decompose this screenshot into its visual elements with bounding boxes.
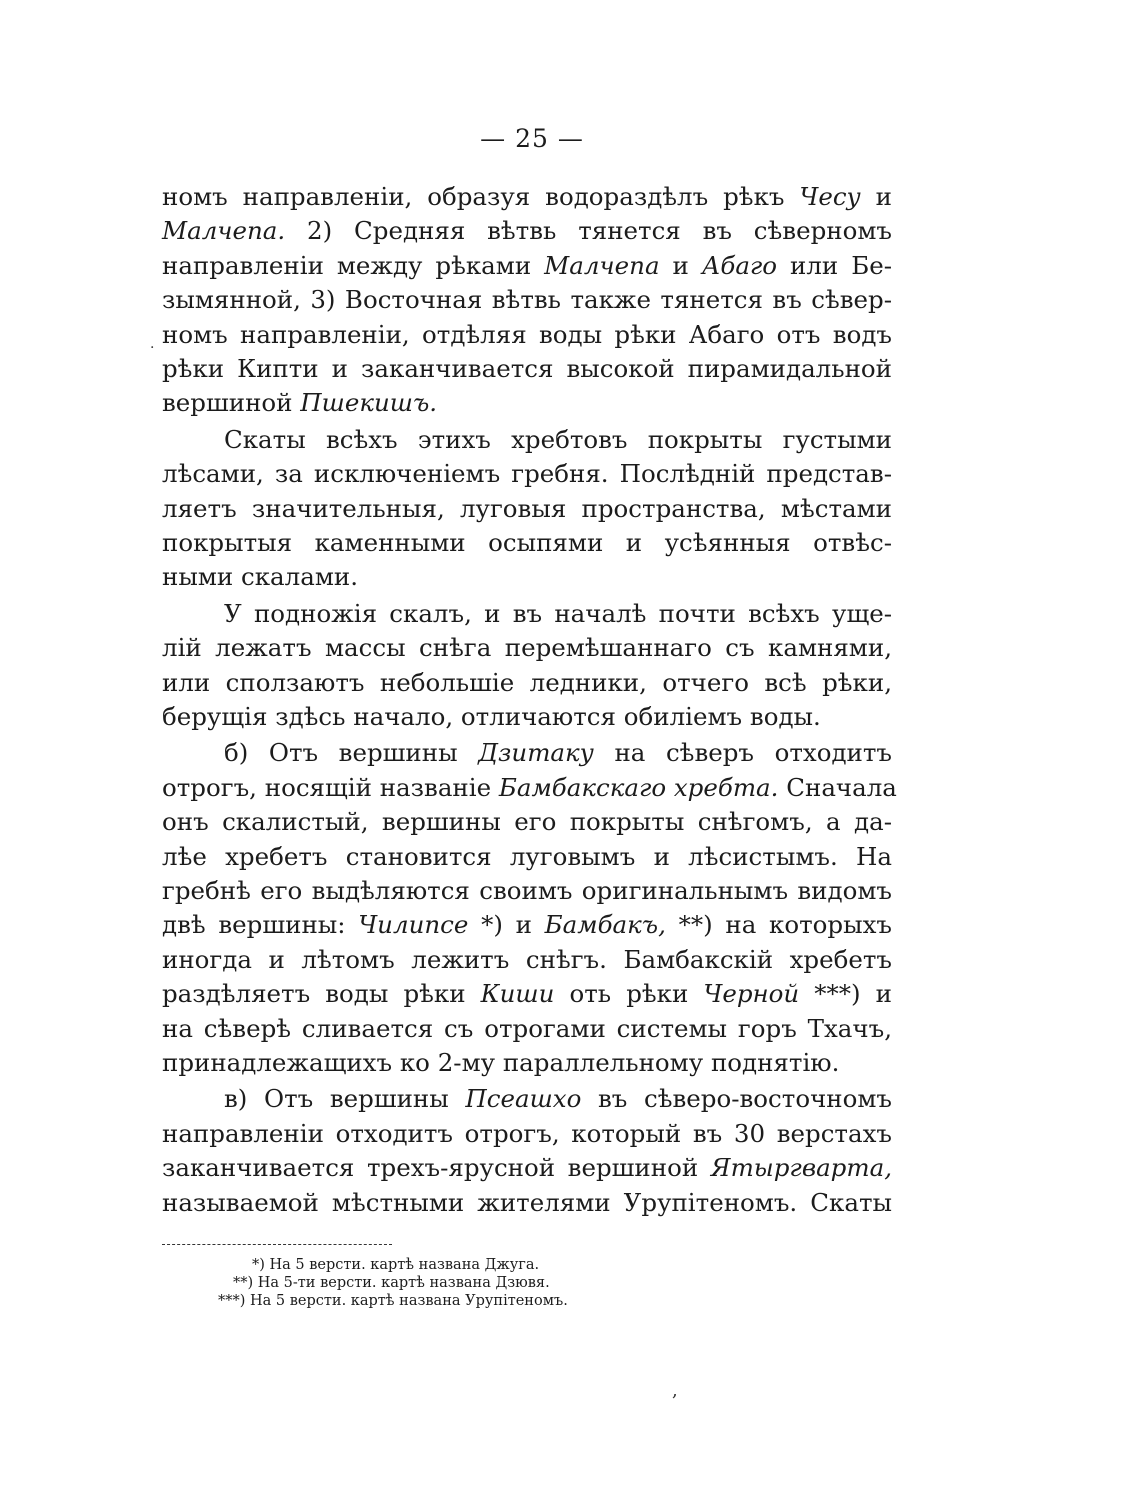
text-line	[224, 1082, 892, 1116]
text-segment: номъ направленіи, отдѣляя воды рѣки Абаго отъ водъ	[162, 320, 892, 349]
text-segment: *) и	[468, 910, 545, 939]
text-segment: в) Отъ вершины	[224, 1084, 466, 1113]
text-segment: покрытыя каменными осыпями и усѣянныя отвѣс-	[162, 528, 892, 557]
italic-name: Абаго	[701, 251, 778, 280]
ink-speck: ·	[150, 340, 155, 356]
text-segment: оть рѣки	[554, 979, 704, 1008]
text-line	[162, 1046, 892, 1080]
text-line	[162, 526, 892, 560]
text-line	[224, 423, 892, 457]
text-line	[162, 631, 892, 665]
text-segment: берущія здѣсь начало, отличаются обиліемъ воды.	[162, 702, 821, 731]
text-line	[162, 840, 892, 874]
footnote-rule	[162, 1244, 392, 1245]
italic-name: Ятыргварта,	[710, 1153, 892, 1182]
text-line	[162, 700, 892, 734]
text-segment: лій лежатъ массы снѣга перемѣшаннаго съ камнями,	[162, 633, 892, 662]
text-segment: раздѣляетъ воды рѣки	[162, 979, 481, 1008]
italic-name: Бамбакскаго хребта.	[498, 773, 779, 802]
text-segment: ***) и	[799, 979, 892, 1008]
footnote-1: *) На 5 версти. картѣ названа Джуга.	[252, 1257, 540, 1273]
text-segment: онъ скалистый, вершины его покрыты снѣгомъ, а да-	[162, 807, 892, 836]
text-line	[162, 283, 892, 317]
text-segment: заканчивается трехъ-ярусной вершиной	[162, 1153, 711, 1182]
text-segment: называемой мѣстными жителями Урупітеномъ. Скаты	[162, 1188, 892, 1217]
text-line	[224, 597, 892, 631]
ink-mark: ,	[672, 1380, 678, 1401]
italic-name: Дзитаку	[478, 738, 594, 767]
text-segment: принадлежащихъ ко 2-му параллельному поднятію.	[162, 1048, 840, 1077]
text-line	[162, 249, 892, 283]
italic-name: Черной	[703, 979, 800, 1008]
text-segment: б) Отъ вершины	[224, 738, 479, 767]
text-line	[162, 874, 892, 908]
text-segment: **) на которыхъ	[665, 910, 892, 939]
text-segment: лѣе хребетъ становится луговымъ и лѣсистымъ. На	[162, 842, 892, 871]
italic-name: Псеашхо	[465, 1084, 582, 1113]
text-segment: иногда и лѣтомъ лежитъ снѣгъ. Бамбакскій хребетъ	[162, 945, 892, 974]
text-line	[162, 318, 892, 352]
text-segment: вершиной	[162, 388, 301, 417]
text-line	[162, 977, 892, 1011]
text-segment: и	[659, 251, 702, 280]
text-segment: отрогъ, носящій названіе	[162, 773, 499, 802]
text-segment: У подножія скалъ, и въ началѣ почти всѣхъ уще-	[224, 599, 892, 628]
text-line	[162, 771, 897, 805]
text-segment: или Бе-	[777, 251, 892, 280]
italic-name: Чилипсе	[358, 910, 469, 939]
text-line	[162, 1151, 892, 1185]
text-segment: направленіи отходитъ отрогъ, который въ 30 верстахъ	[162, 1119, 892, 1148]
text-segment: и	[860, 182, 893, 211]
text-line	[162, 1186, 892, 1220]
italic-name: Чесу	[799, 182, 861, 211]
text-line	[162, 492, 892, 526]
text-line	[162, 1117, 892, 1151]
page-number: — 25 —	[480, 124, 584, 153]
text-segment: въ сѣверо-восточномъ	[581, 1084, 892, 1113]
italic-name: Малчепа	[544, 251, 660, 280]
footnote-2: **) На 5-ти версти. картѣ названа Дзювя.	[233, 1275, 550, 1291]
text-segment: лѣсами, за исключеніемъ гребня. Послѣдній представ-	[162, 459, 892, 488]
text-segment: направленіи между рѣками	[162, 251, 545, 280]
text-line	[224, 736, 892, 770]
text-line	[162, 560, 892, 594]
text-line	[162, 352, 892, 386]
text-line	[162, 943, 892, 977]
italic-name: Бамбакъ,	[544, 910, 666, 939]
text-segment: ляетъ значительныя, луговыя пространства, мѣстами	[162, 494, 892, 523]
text-segment: номъ направленіи, образуя водораздѣлъ рѣкъ	[162, 182, 800, 211]
text-line	[162, 386, 892, 420]
text-segment: рѣки Кипти и заканчивается высокой пирамидальной	[162, 354, 892, 383]
text-segment: Скаты всѣхъ этихъ хребтовъ покрыты густыми	[224, 425, 892, 454]
text-line	[162, 457, 892, 491]
footnote-3: ***) На 5 версти. картѣ названа Урупітеномъ.	[218, 1293, 568, 1309]
text-line	[162, 805, 892, 839]
text-segment: на сѣверѣ сливается съ отрогами системы горъ Тхачъ,	[162, 1014, 892, 1043]
italic-name: Киши	[480, 979, 555, 1008]
text-line	[162, 180, 892, 214]
text-segment: двѣ вершины:	[162, 910, 359, 939]
text-segment: или сползаютъ небольшіе ледники, отчего всѣ рѣки,	[162, 668, 892, 697]
italic-name: Малчепа.	[162, 216, 286, 245]
text-segment: гребнѣ его выдѣляются своимъ оригинальнымъ видомъ	[162, 876, 892, 905]
text-segment: Сначала	[778, 773, 897, 802]
text-segment: 2) Средняя вѣтвь тянется въ сѣверномъ	[285, 216, 892, 245]
text-line	[162, 908, 892, 942]
text-segment: на сѣверъ отходитъ	[593, 738, 892, 767]
text-segment: зымянной, 3) Восточная вѣтвь также тянется въ сѣвер-	[162, 285, 892, 314]
text-line	[162, 1012, 892, 1046]
text-line	[162, 666, 892, 700]
text-line	[162, 214, 892, 248]
text-segment: ными скалами.	[162, 562, 358, 591]
italic-name: Пшекишъ.	[300, 388, 438, 417]
